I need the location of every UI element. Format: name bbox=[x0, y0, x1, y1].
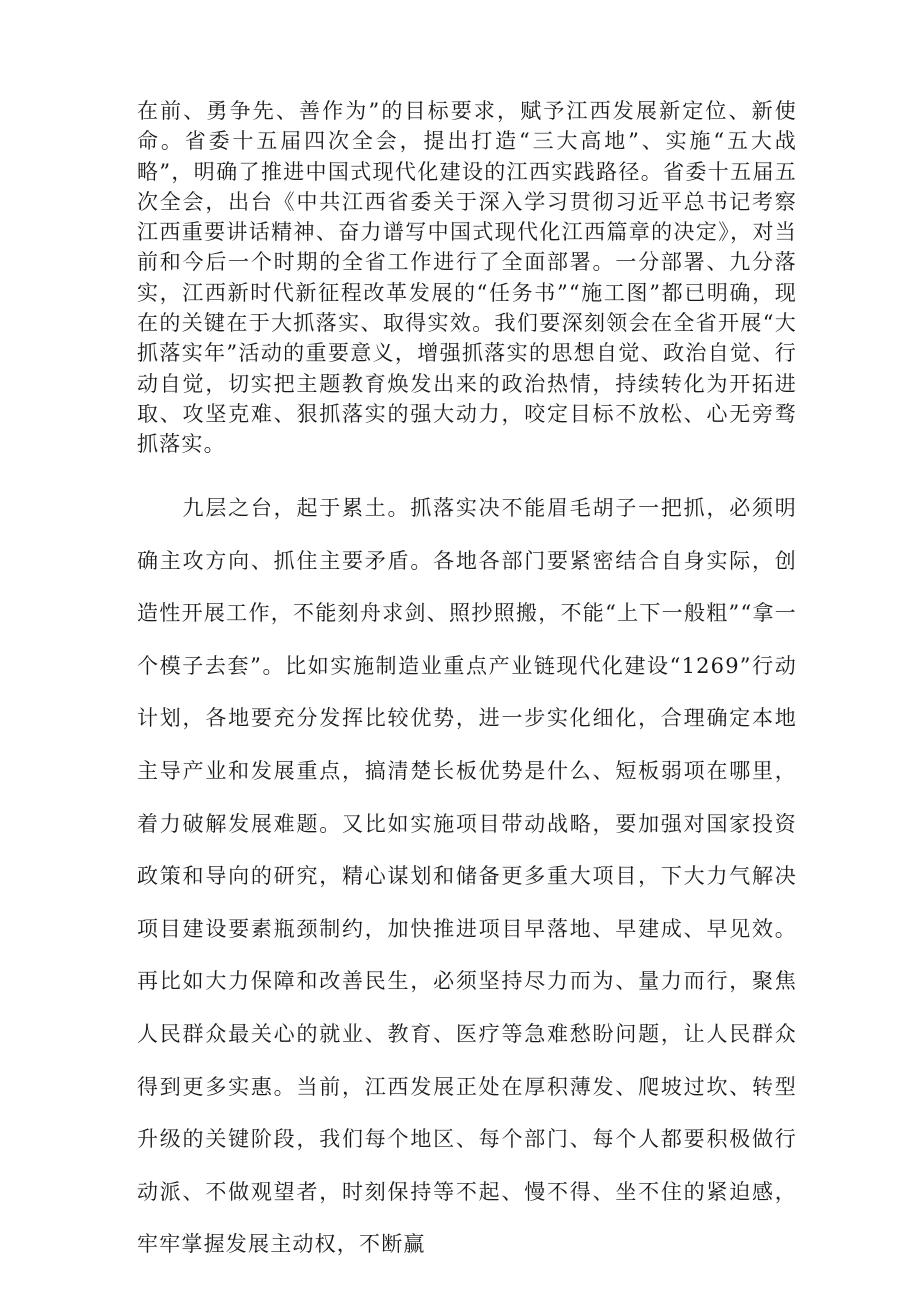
body-paragraph-2: 九层之台，起于累土。抓落实决不能眉毛胡子一把抓，必须明确主攻方向、抓住主要矛盾。各地各部门要紧密结合自身实际，创造性开展工作，不能刻舟求剑、照抄照搬，不能“上下一般粗”“拿一个模子去套”。比如实施制造业重点产业链现代化建设“1269”行动计划，各地要充分发挥比较优势，进一步实化细化，合理确定本地主导产业和发展重点，搞清楚长板优势是什么、短板弱项在哪里，着力破解发展难题。又比如实施项目带动战略，要加强对国家投资政策和导向的研究，精心谋划和储备更多重大项目，下大力气解决项目建设要素瓶颈制约，加快推进项目早落地、早建成、早见效。再比如大力保障和改善民生，必须坚持尽力而为、量力而行，聚焦人民群众最关心的就业、教育、医疗等急难愁盼问题，让人民群众得到更多实惠。当前，江西发展正处在厚积薄发、爬坡过坎、转型升级的关键阶段，我们每个地区、每个部门、每个人都要积极做行动派、不做观望者，时刻保持等不起、慢不得、坐不住的紧迫感，牢牢掌握发展主动权，不断赢 bbox=[137, 496, 797, 1257]
body-paragraph-1: 在前、勇争先、善作为”的目标要求，赋予江西发展新定位、新使命。省委十五届四次全会，提出打造“三大高地”、实施“五大战略”，明确了推进中国式现代化建设的江西实践路径。省委十五届五次全会，出台《中共江西省委关于深入学习贯彻习近平总书记考察江西重要讲话精神、奋力谱写中国式现代化江西篇章的决定》，对当前和今后一个时期的全省工作进行了全面部署。一分部署、九分落实，江西新时代新征程改革发展的“任务书”“施工图”都已明确，现在的关键在于大抓落实、取得实效。我们要深刻领会在全省开展“大抓落实年”活动的重要意义，增强抓落实的思想自觉、政治自觉、行动自觉，切实把主题教育焕发出来的政治热情，持续转化为开拓进取、攻坚克难、狠抓落实的强大动力，咬定目标不放松、心无旁骛抓落实。 bbox=[137, 99, 797, 457]
